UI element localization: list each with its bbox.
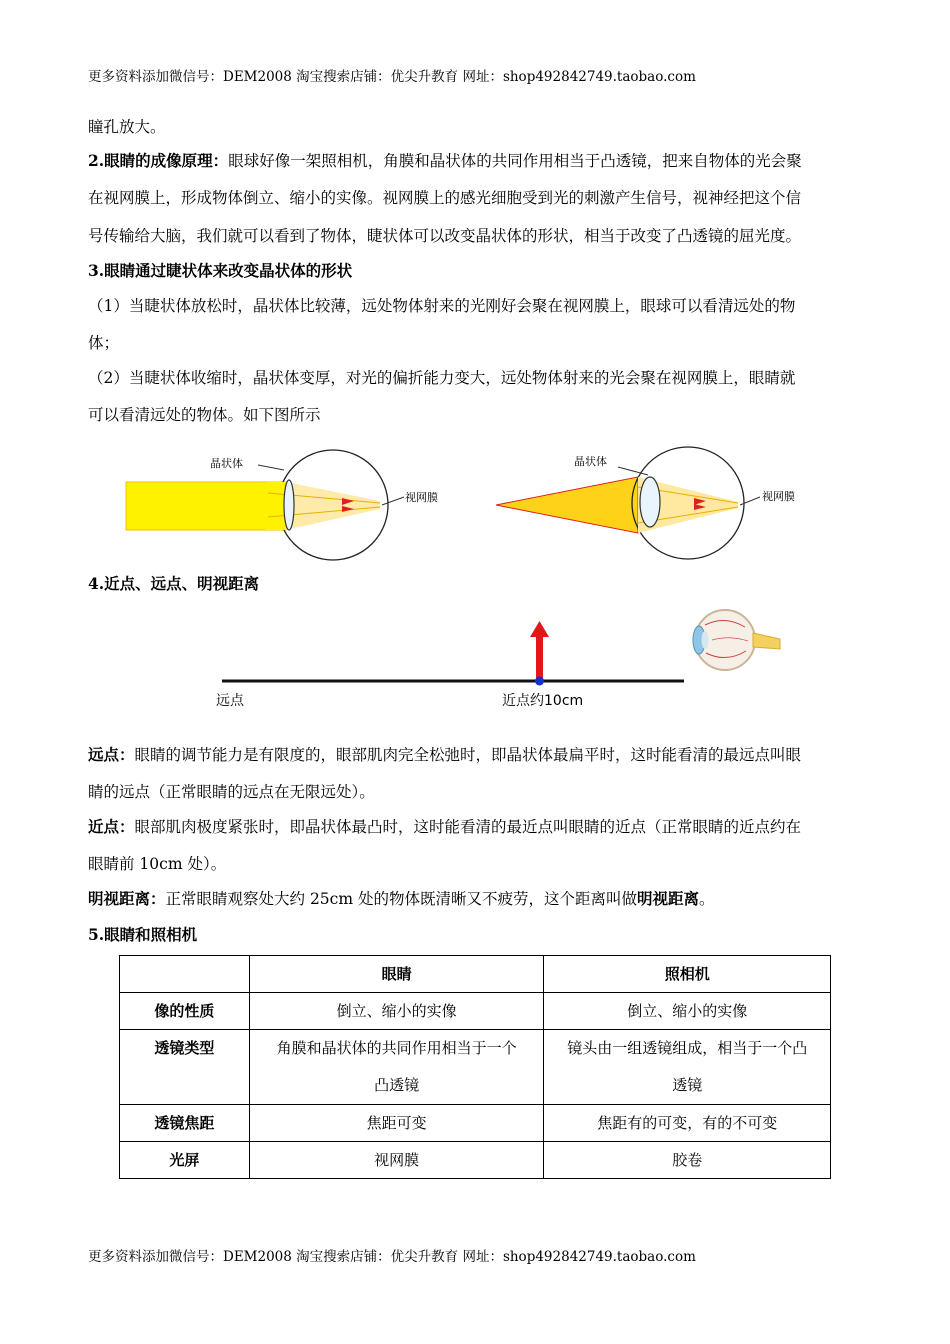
retina-label: 视网膜 <box>762 490 795 503</box>
parallel-light-beam <box>126 482 286 530</box>
eye-camera-comparison-table <box>119 955 831 1179</box>
near-point-title: 近点： <box>88 817 135 836</box>
lens-thin <box>284 480 294 530</box>
camera-cell: 胶卷 <box>544 1142 831 1179</box>
table-header-camera: 照相机 <box>544 956 831 993</box>
camera-cell: 倒立、缩小的实像 <box>544 993 831 1030</box>
eye-anatomy-icon <box>693 610 780 670</box>
page-header: 更多资料添加微信号：DEM2008 淘宝搜索店铺：优尖升教育 网址：shop492842749.taobao.com <box>88 69 696 85</box>
clear-vision-line <box>88 889 866 909</box>
lens-label: 晶状体 <box>210 457 243 470</box>
converging-cone <box>286 482 380 530</box>
eye-cell: 视网膜 <box>249 1142 544 1179</box>
section-3-title: 3.眼睛通过睫状体来改变晶状体的形状 <box>88 261 353 280</box>
near-point-dot <box>535 677 544 686</box>
contracted-eye-diagram <box>496 447 795 559</box>
camera-cell: 焦距有的可变，有的不可变 <box>544 1105 831 1142</box>
clear-vision-text: 正常眼睛观察处大约 25cm 处的物体既清晰又不疲劳，这个距离叫做 <box>165 890 637 908</box>
eye-cell: 焦距可变 <box>249 1105 544 1142</box>
table-row <box>120 1105 831 1142</box>
clear-vision-term: 明视距离 <box>636 889 699 908</box>
accommodation-diagram <box>118 445 818 565</box>
row-label: 透镜焦距 <box>120 1105 250 1142</box>
continued-text: 瞳孔放大。 <box>88 118 166 136</box>
object-arrow-head <box>530 621 549 637</box>
lens-label: 晶状体 <box>574 455 607 468</box>
relaxed-eye-diagram <box>126 450 438 560</box>
camera-cell: 镜头由一组透镜组成，相当于一个凸 透镜 <box>544 1030 831 1105</box>
table-row <box>120 1030 831 1105</box>
section-3-item-1-line-2: 体； <box>88 334 120 352</box>
row-label: 透镜类型 <box>120 1030 250 1105</box>
near-point-label: 近点约10cm <box>502 693 584 709</box>
table-header-row <box>120 956 831 993</box>
clear-vision-title: 明视距离： <box>88 889 166 908</box>
eye-cell: 倒立、缩小的实像 <box>249 993 544 1030</box>
lens-thick <box>640 477 660 527</box>
table-header-eye: 眼睛 <box>249 956 544 993</box>
eye-cell: 角膜和晶状体的共同作用相当于一个 凸透镜 <box>249 1030 544 1105</box>
row-label: 光屏 <box>120 1142 250 1179</box>
section-3-item-2-line-1: （2）当睫状体收缩时，晶状体变厚，对光的偏折能力变大，远处物体射来的光会聚在视网膜上，眼睛就 <box>88 369 796 387</box>
table-row <box>120 993 831 1030</box>
far-point-label: 远点 <box>216 693 244 709</box>
row-label: 像的性质 <box>120 993 250 1030</box>
diverging-light-cone <box>496 477 638 533</box>
far-point-line-2: 睛的远点（正常眼睛的远点在无限远处）。 <box>88 783 375 801</box>
near-point-text: 眼部肌肉极度紧张时，即晶状体最凸时，这时能看清的最近点叫眼睛的近点（正常眼睛的近点约在 <box>134 818 802 836</box>
section-4-title: 4.近点、远点、明视距离 <box>88 574 260 593</box>
near-point-line-2: 眼睛前 10cm 处）。 <box>88 855 227 873</box>
far-point-title: 远点： <box>88 745 135 764</box>
section-5-title: 5.眼睛和照相机 <box>88 925 198 944</box>
near-far-point-diagram <box>200 605 790 720</box>
clear-vision-end: 。 <box>699 890 715 908</box>
object-arrow-shaft <box>536 635 543 681</box>
section-2-line-1 <box>88 151 866 171</box>
table-corner-cell <box>120 956 250 993</box>
section-3-item-2-line-2: 可以看清远处的物体。如下图所示 <box>88 406 321 424</box>
section-2-line-3: 号传输给大脑，我们就可以看到了物体，睫状体可以改变晶状体的形状，相当于改变了凸透镜的屈光度。 <box>88 227 802 245</box>
far-point-text: 眼睛的调节能力是有限度的，眼部肌肉完全松弛时，即晶状体最扁平时，这时能看清的最远点叫眼 <box>134 746 802 764</box>
section-2-line-2: 在视网膜上，形成物体倒立、缩小的实像。视网膜上的感光细胞受到光的刺激产生信号，视神经把这个信 <box>88 189 802 207</box>
near-point-line-1 <box>88 817 866 837</box>
table-row <box>120 1142 831 1179</box>
section-2-text: 眼球好像一架照相机，角膜和晶状体的共同作用相当于凸透镜，把来自物体的光会聚 <box>228 152 802 170</box>
section-3-item-1-line-1: （1）当睫状体放松时，晶状体比较薄，远处物体射来的光刚好会聚在视网膜上，眼球可以看清远处的物 <box>88 297 796 315</box>
far-point-line-1 <box>88 745 866 765</box>
retina-label: 视网膜 <box>405 491 438 504</box>
section-2-title: 2.眼睛的成像原理： <box>88 151 229 170</box>
page-footer: 更多资料添加微信号：DEM2008 淘宝搜索店铺：优尖升教育 网址：shop492842749.taobao.com <box>88 1249 696 1265</box>
